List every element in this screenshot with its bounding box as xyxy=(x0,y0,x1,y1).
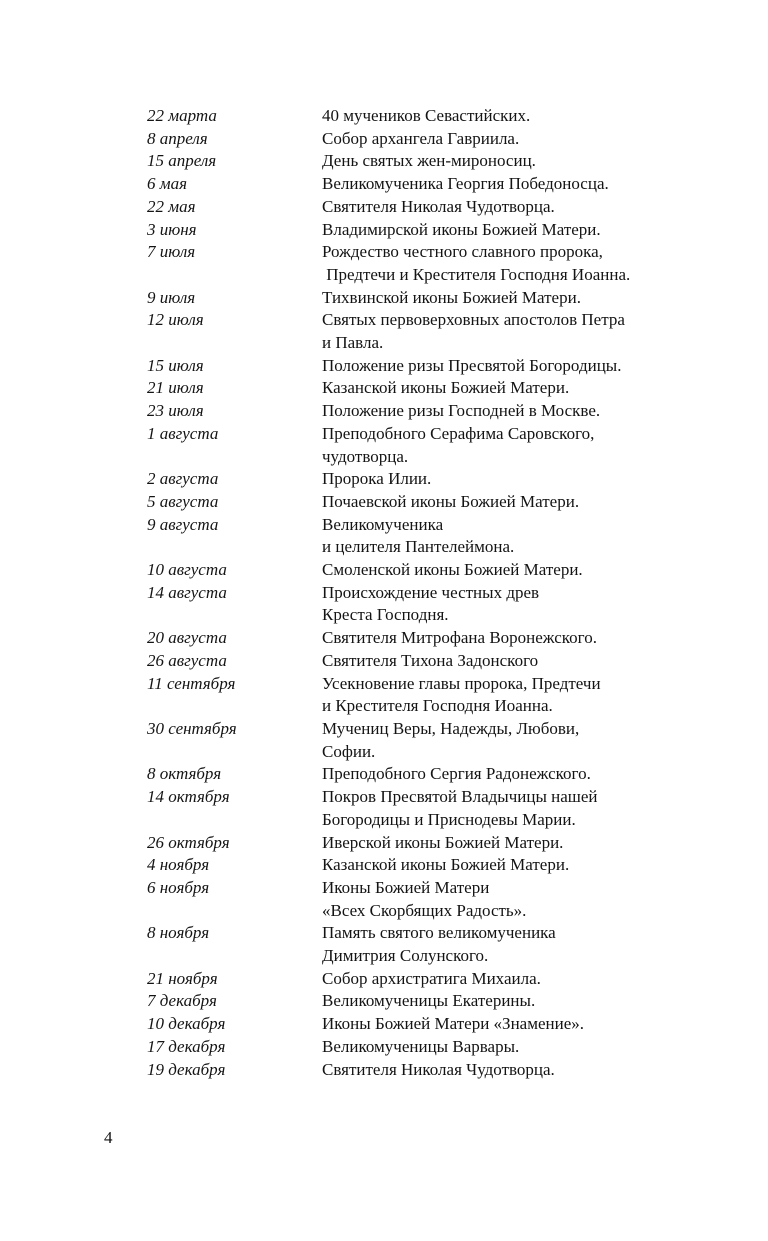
entry-date: 8 октября xyxy=(147,764,222,784)
calendar-entry xyxy=(147,1013,707,1036)
entry-line: Собор архистратига Михаила. xyxy=(322,968,541,988)
entry-date: 23 июля xyxy=(147,401,204,421)
entry-line: Преподобного Сергия Радонежского. xyxy=(322,764,591,784)
calendar-entry xyxy=(147,219,707,242)
entry-date: 5 августа xyxy=(147,491,219,511)
page-number: 4 xyxy=(104,1128,113,1147)
entry-line: Положение ризы Пресвятой Богородицы. xyxy=(322,355,622,375)
entry-description xyxy=(322,219,707,242)
entry-line: Предтечи и Крестителя Господня Иоанна. xyxy=(322,264,631,284)
entry-line: Рождество честного славного пророка, xyxy=(322,242,603,262)
entry-line: Креста Господня. xyxy=(322,605,449,625)
entry-date: 20 августа xyxy=(147,628,227,648)
entry-line: Святых первоверховных апостолов Петра xyxy=(322,310,625,330)
entry-description xyxy=(322,377,707,400)
entry-date: 7 июля xyxy=(147,242,196,262)
calendar-entry xyxy=(147,400,707,423)
entry-description xyxy=(322,968,707,991)
entry-line: Смоленской иконы Божией Матери. xyxy=(322,560,583,580)
entry-line: День святых жен-мироносиц. xyxy=(322,151,536,171)
entry-line: Положение ризы Господней в Москве. xyxy=(322,401,601,421)
entry-date: 17 декабря xyxy=(147,1036,226,1056)
calendar-entry xyxy=(147,627,707,650)
entry-description xyxy=(322,400,707,423)
entry-description xyxy=(322,423,707,468)
entry-date: 15 июля xyxy=(147,355,204,375)
entry-date: 12 июля xyxy=(147,310,204,330)
entry-line: Великомученицы Екатерины. xyxy=(322,991,536,1011)
entry-description xyxy=(322,877,707,922)
entry-description xyxy=(322,650,707,673)
entry-description xyxy=(322,468,707,491)
entry-date: 8 апреля xyxy=(147,128,208,148)
entry-line: Мучениц Веры, Надежды, Любови, xyxy=(322,718,580,738)
calendar-entry xyxy=(147,763,707,786)
calendar-entry xyxy=(147,877,707,922)
calendar-entry xyxy=(147,1059,707,1082)
calendar-entry xyxy=(147,105,707,128)
calendar-entry xyxy=(147,854,707,877)
calendar-entry xyxy=(147,559,707,582)
entry-description xyxy=(322,582,707,627)
entry-date: 7 декабря xyxy=(147,991,217,1011)
calendar-list xyxy=(147,105,707,1081)
entry-line: Пророка Илии. xyxy=(322,469,432,489)
entry-description xyxy=(322,854,707,877)
entry-description xyxy=(322,196,707,219)
entry-line: и Павла. xyxy=(322,333,384,353)
entry-date: 10 августа xyxy=(147,560,227,580)
entry-description xyxy=(322,763,707,786)
entry-line: 40 мучеников Севастийских. xyxy=(322,106,531,125)
entry-date: 3 июня xyxy=(147,219,197,239)
entry-date: 2 августа xyxy=(147,469,219,489)
entry-description xyxy=(322,491,707,514)
entry-line: Димитрия Солунского. xyxy=(322,946,489,966)
entry-line: Тихвинской иконы Божией Матери. xyxy=(322,287,581,307)
entry-date: 1 августа xyxy=(147,423,219,443)
entry-description xyxy=(322,1059,707,1082)
entry-line: Преподобного Серафима Саровского, xyxy=(322,423,595,443)
entry-line: Покров Пресвятой Владычицы нашей xyxy=(322,787,598,807)
entry-line: Богородицы и Приснодевы Марии. xyxy=(322,809,576,829)
entry-date: 14 октября xyxy=(147,787,230,807)
calendar-entry xyxy=(147,922,707,967)
entry-description xyxy=(322,922,707,967)
entry-line: Казанской иконы Божией Матери. xyxy=(322,855,570,875)
entry-description xyxy=(322,105,707,128)
entry-line: Святителя Тихона Задонского xyxy=(322,650,539,670)
entry-line: Святителя Николая Чудотворца. xyxy=(322,1059,555,1079)
entry-line: Святителя Николая Чудотворца. xyxy=(322,196,555,216)
calendar-entry xyxy=(147,968,707,991)
entry-line: и Крестителя Господня Иоанна. xyxy=(322,696,553,716)
entry-line: и целителя Пантелеймона. xyxy=(322,537,515,557)
calendar-entry xyxy=(147,786,707,831)
calendar-entry xyxy=(147,1036,707,1059)
calendar-entry xyxy=(147,514,707,559)
entry-line: Иконы Божией Матери «Знамение». xyxy=(322,1014,585,1034)
entry-date: 22 мая xyxy=(147,196,196,216)
entry-date: 21 июля xyxy=(147,378,204,398)
entry-line: Великомученика Георгия Победоносца. xyxy=(322,174,609,194)
entry-description xyxy=(322,990,707,1013)
entry-description xyxy=(322,309,707,354)
entry-line: Память святого великомученика xyxy=(322,923,556,943)
calendar-entry xyxy=(147,718,707,763)
entry-date: 15 апреля xyxy=(147,151,217,171)
entry-line: Иконы Божией Матери xyxy=(322,877,490,897)
entry-description xyxy=(322,786,707,831)
entry-description xyxy=(322,514,707,559)
entry-date: 26 августа xyxy=(147,650,227,670)
entry-date: 22 марта xyxy=(147,106,217,125)
entry-line: Святителя Митрофана Воронежского. xyxy=(322,628,597,648)
calendar-entry xyxy=(147,468,707,491)
calendar-entry xyxy=(147,150,707,173)
entry-description xyxy=(322,1013,707,1036)
entry-line: Казанской иконы Божией Матери. xyxy=(322,378,570,398)
entry-date: 26 октября xyxy=(147,832,230,852)
entry-description xyxy=(322,128,707,151)
entry-description xyxy=(322,718,707,763)
entry-line: Великомученицы Варвары. xyxy=(322,1036,520,1056)
entry-line: чудотворца. xyxy=(322,446,409,466)
entry-line: Софии. xyxy=(322,741,376,761)
entry-description xyxy=(322,832,707,855)
entry-date: 10 декабря xyxy=(147,1014,226,1034)
calendar-entry xyxy=(147,287,707,310)
entry-line: Собор архангела Гавриила. xyxy=(322,128,520,148)
entry-date: 6 ноября xyxy=(147,877,210,897)
entry-date: 6 мая xyxy=(147,174,188,194)
entry-date: 14 августа xyxy=(147,582,227,602)
entry-date: 9 июля xyxy=(147,287,196,307)
entry-date: 8 ноября xyxy=(147,923,210,943)
calendar-entry xyxy=(147,377,707,400)
calendar-entry xyxy=(147,173,707,196)
entry-description xyxy=(322,1036,707,1059)
entry-description xyxy=(322,287,707,310)
entry-line: Происхождение честных древ xyxy=(322,582,540,602)
calendar-entry xyxy=(147,196,707,219)
calendar-entry xyxy=(147,582,707,627)
calendar-entry xyxy=(147,241,707,286)
calendar-entry xyxy=(147,673,707,718)
entry-date: 9 августа xyxy=(147,514,219,534)
entry-description xyxy=(322,559,707,582)
calendar-entry xyxy=(147,423,707,468)
entry-description xyxy=(322,173,707,196)
calendar-entry xyxy=(147,355,707,378)
entry-description xyxy=(322,355,707,378)
entry-line: Иверской иконы Божией Матери. xyxy=(322,832,564,852)
entry-date: 4 ноября xyxy=(147,855,210,875)
calendar-entry xyxy=(147,832,707,855)
calendar-entry xyxy=(147,128,707,151)
entry-line: Великомученика xyxy=(322,514,444,534)
entry-date: 11 сентября xyxy=(147,673,236,693)
calendar-entry xyxy=(147,650,707,673)
entry-description xyxy=(322,673,707,718)
entry-line: Владимирской иконы Божией Матери. xyxy=(322,219,601,239)
entry-line: «Всех Скорбящих Радость». xyxy=(322,900,527,920)
calendar-entry xyxy=(147,990,707,1013)
entry-line: Усекновение главы пророка, Предтечи xyxy=(322,673,601,693)
calendar-entry xyxy=(147,491,707,514)
entry-date: 19 декабря xyxy=(147,1059,226,1079)
entry-description xyxy=(322,627,707,650)
entry-date: 30 сентября xyxy=(147,718,237,738)
entry-date: 21 ноября xyxy=(147,968,218,988)
entry-description xyxy=(322,241,707,286)
calendar-entry xyxy=(147,309,707,354)
entry-description xyxy=(322,150,707,173)
entry-line: Почаевской иконы Божией Матери. xyxy=(322,491,580,511)
